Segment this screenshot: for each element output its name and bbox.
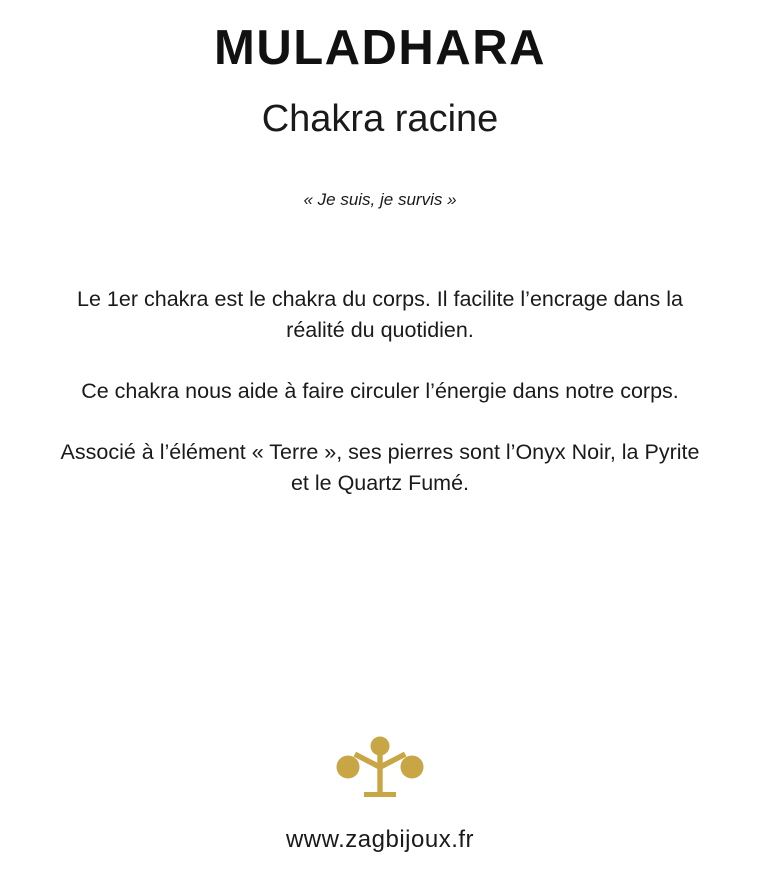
logo-container [0, 736, 760, 798]
paragraph-2: Ce chakra nous aide à faire circuler l’énergie dans notre corps. [81, 378, 679, 403]
zag-bijoux-sprout-logo-icon [334, 736, 426, 798]
body-text [50, 284, 710, 500]
footer-website-url[interactable]: www.zagbijoux.fr [285, 826, 475, 853]
paragraph-3: Associé à l’élément « Terre », ses pierres sont l’Onyx Noir, la Pyrite et le Quartz Fumé. [60, 440, 700, 496]
mantra-quote: « Je suis, je survis » [303, 189, 457, 209]
page-subtitle: Chakra racine [261, 97, 499, 140]
page-title: MULADHARA [214, 21, 546, 75]
paragraph-1: Le 1er chakra est le chakra du corps. Il facilite l’encrage dans la réalité du quotidien. [77, 286, 683, 342]
